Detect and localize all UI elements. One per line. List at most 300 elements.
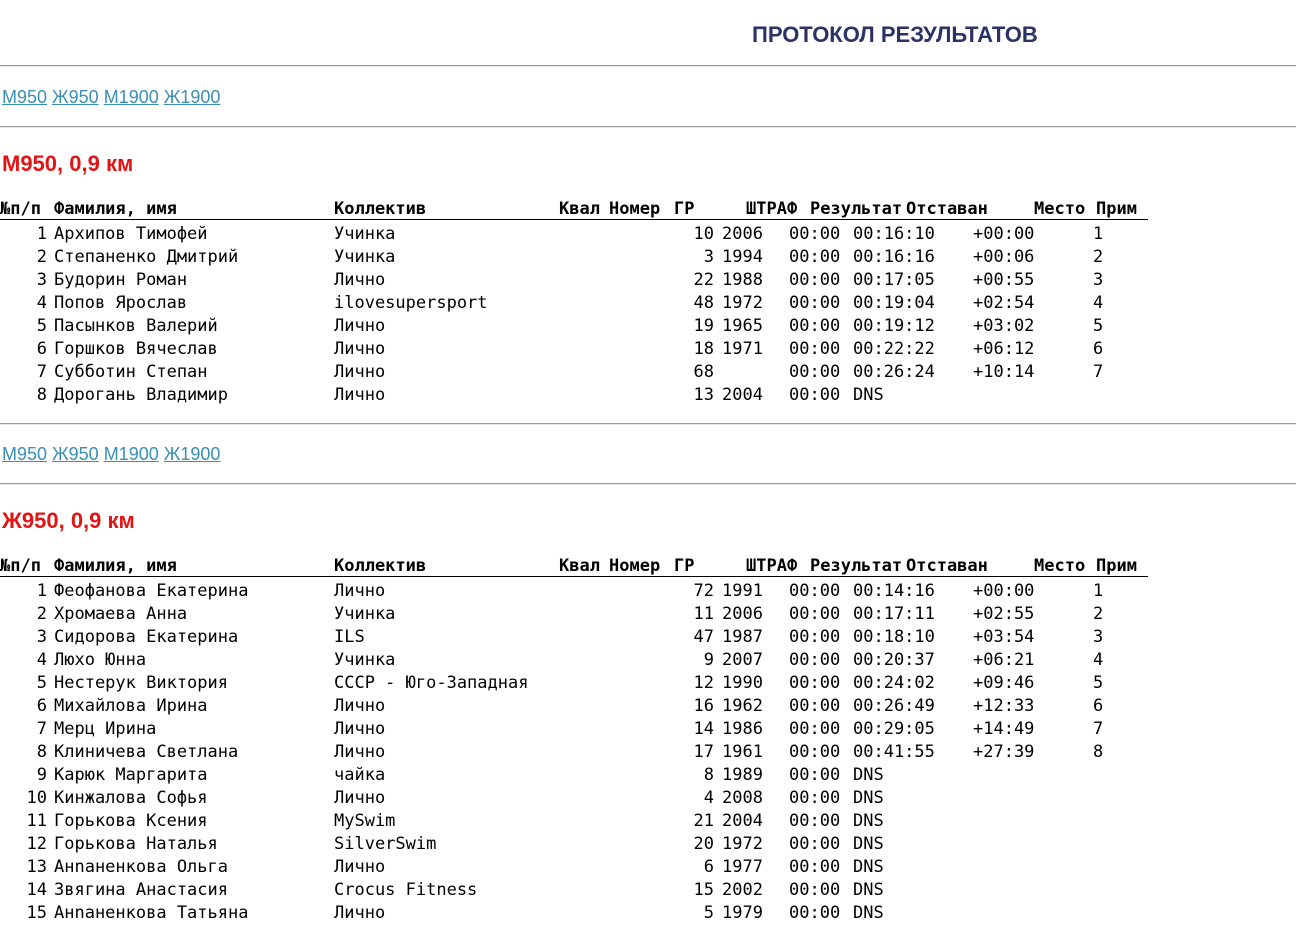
cell-team: Лично	[334, 385, 386, 405]
table-row	[0, 292, 1203, 315]
cell-res: DNS	[853, 834, 884, 854]
cell-place: 2	[1093, 604, 1104, 624]
cell-prim	[1153, 764, 1203, 787]
cell-nom: 5	[703, 903, 714, 923]
cell-num: 13	[26, 857, 47, 877]
cell-place	[1093, 787, 1153, 810]
cell-gr: 1979	[722, 903, 763, 923]
cell-name: Субботин Степан	[54, 362, 208, 382]
cell-gap	[973, 856, 1093, 879]
table-row	[0, 361, 1203, 384]
cell-place	[1093, 833, 1153, 856]
cell-kval	[559, 649, 609, 672]
cell-team: Учинка	[334, 247, 396, 267]
cell-place: 7	[1093, 719, 1104, 739]
cell-gr: 2006	[722, 224, 763, 244]
cell-team: Лично	[334, 903, 386, 923]
cell-team: Лично	[334, 719, 386, 739]
cell-name: Попов Ярослав	[54, 293, 188, 313]
section-title: М950, 0,9 км	[2, 151, 134, 176]
cell-shtraf: 00:00	[789, 696, 841, 716]
cell-gap: +12:33	[973, 696, 1035, 716]
cell-nom: 47	[693, 627, 714, 647]
cell-shtraf: 00:00	[789, 650, 841, 670]
col-header-name: Фамилия, имя	[54, 199, 177, 219]
cell-gr: 1989	[722, 765, 763, 785]
cell-team: Лично	[334, 857, 386, 877]
cell-place: 8	[1093, 742, 1104, 762]
cell-team: ILS	[334, 627, 365, 647]
cell-prim	[1153, 672, 1203, 695]
cell-num: 3	[36, 627, 47, 647]
cell-nom: 68	[693, 362, 714, 382]
table-row	[0, 672, 1203, 695]
cell-name: Степаненко Дмитрий	[54, 247, 239, 267]
cell-team: MySwim	[334, 811, 396, 831]
cell-name: Нестерук Виктория	[54, 673, 228, 693]
cell-kval	[559, 764, 609, 787]
cell-name: Горшков Вячеслав	[54, 339, 218, 359]
cell-gap: +02:55	[973, 604, 1035, 624]
cell-place: 7	[1093, 362, 1104, 382]
cell-nom: 6	[703, 857, 714, 877]
table-row	[0, 269, 1203, 292]
cell-shtraf: 00:00	[789, 224, 841, 244]
cell-name: Кинжалова Софья	[54, 788, 208, 808]
cell-team: Лично	[334, 270, 386, 290]
cell-gr: 1971	[722, 339, 763, 359]
cell-kval	[559, 338, 609, 361]
cell-place: 6	[1093, 339, 1104, 359]
cell-num: 8	[36, 385, 47, 405]
cell-res: 00:24:02	[853, 673, 935, 693]
divider	[0, 65, 1296, 67]
cell-shtraf: 00:00	[789, 765, 841, 785]
cell-kval	[559, 315, 609, 338]
cell-kval	[559, 879, 609, 902]
cell-name: Архипов Тимофей	[54, 224, 208, 244]
table-row	[0, 902, 1203, 925]
cell-kval	[559, 626, 609, 649]
cell-shtraf: 00:00	[789, 627, 841, 647]
cell-team: Crocus Fitness	[334, 880, 478, 900]
cell-shtraf: 00:00	[789, 742, 841, 762]
nav-link-m950[interactable]: М950	[2, 87, 48, 107]
cell-gap: +14:49	[973, 719, 1035, 739]
page-title: ПРОТОКОЛ РЕЗУЛЬТАТОВ	[752, 22, 1038, 47]
table-row	[0, 338, 1203, 361]
cell-place: 2	[1093, 247, 1104, 267]
cell-shtraf: 00:00	[789, 293, 841, 313]
table-row	[0, 580, 1203, 603]
cell-prim	[1153, 718, 1203, 741]
table-row	[0, 603, 1203, 626]
results-table	[0, 556, 1203, 925]
cell-name: Мерц Ирина	[54, 719, 157, 739]
divider	[0, 423, 1296, 425]
cell-place: 4	[1093, 650, 1104, 670]
table-row	[0, 856, 1203, 879]
cell-num: 15	[26, 903, 47, 923]
cell-shtraf: 00:00	[789, 385, 841, 405]
cell-nom: 3	[703, 247, 714, 267]
cell-nom: 19	[693, 316, 714, 336]
results-table	[0, 199, 1203, 407]
cell-gap: +09:46	[973, 673, 1035, 693]
cell-kval	[559, 856, 609, 879]
cell-nom: 4	[703, 788, 714, 808]
cell-place	[1093, 902, 1153, 925]
cell-res: 00:20:37	[853, 650, 935, 670]
cell-num: 6	[36, 339, 47, 359]
table-row	[0, 695, 1203, 718]
col-header-res: Результат	[810, 556, 903, 576]
cell-gr: 2008	[722, 788, 763, 808]
cell-place: 1	[1093, 224, 1104, 244]
cell-gap	[973, 764, 1093, 787]
cell-gap: +00:00	[973, 581, 1035, 601]
cell-gap: +06:21	[973, 650, 1035, 670]
cell-gap: +27:39	[973, 742, 1035, 762]
cell-prim	[1153, 269, 1203, 292]
cell-nom: 12	[693, 673, 714, 693]
cell-gap: +00:55	[973, 270, 1035, 290]
cell-num: 6	[36, 696, 47, 716]
cell-num: 7	[36, 362, 47, 382]
table-row	[0, 764, 1203, 787]
cell-nom: 9	[703, 650, 714, 670]
cell-res: 00:17:11	[853, 604, 935, 624]
cell-place: 1	[1093, 581, 1104, 601]
cell-res: 00:22:22	[853, 339, 935, 359]
cell-nom: 22	[693, 270, 714, 290]
cell-gap: +06:12	[973, 339, 1035, 359]
nav-link-zh950[interactable]: Ж950	[52, 87, 99, 107]
cell-num: 5	[36, 316, 47, 336]
table-row	[0, 626, 1203, 649]
cell-gr: 1994	[722, 247, 763, 267]
cell-team: SilverSwim	[334, 834, 437, 854]
cell-gap	[973, 384, 1093, 407]
cell-res: 00:18:10	[853, 627, 935, 647]
cell-prim	[1153, 384, 1203, 407]
cell-prim	[1153, 292, 1203, 315]
col-header-place: Место	[1034, 556, 1086, 576]
class-nav	[2, 444, 225, 465]
cell-name: Сидорова Екатерина	[54, 627, 239, 647]
cell-team: СССР - Юго-Западная	[334, 673, 529, 693]
cell-gr: 1988	[722, 270, 763, 290]
cell-kval	[559, 269, 609, 292]
cell-num: 1	[36, 224, 47, 244]
cell-name: Пасынков Валерий	[54, 316, 218, 336]
cell-res: 00:19:12	[853, 316, 935, 336]
table-row	[0, 649, 1203, 672]
cell-gap	[973, 902, 1093, 925]
cell-res: DNS	[853, 880, 884, 900]
cell-prim	[1153, 580, 1203, 603]
cell-res: DNS	[853, 903, 884, 923]
cell-team: Учинка	[334, 604, 396, 624]
cell-name: Горькова Ксения	[54, 811, 208, 831]
cell-kval	[559, 672, 609, 695]
nav-link-zh1900[interactable]: Ж1900	[163, 444, 221, 464]
cell-gr: 2007	[722, 650, 763, 670]
cell-prim	[1153, 315, 1203, 338]
cell-num: 3	[36, 270, 47, 290]
cell-shtraf: 00:00	[789, 673, 841, 693]
cell-prim	[1153, 361, 1203, 384]
cell-team: Лично	[334, 362, 386, 382]
cell-res: 00:26:49	[853, 696, 935, 716]
table-row	[0, 223, 1203, 246]
cell-name: Дорогань Владимир	[54, 385, 228, 405]
cell-gap: +03:54	[973, 627, 1035, 647]
cell-gr: 2004	[722, 811, 763, 831]
table-row	[0, 718, 1203, 741]
divider	[0, 483, 1296, 485]
cell-kval	[559, 384, 609, 407]
cell-num: 10	[26, 788, 47, 808]
col-header-num: №п/п	[0, 556, 41, 576]
table-row	[0, 741, 1203, 764]
col-header-shtraf: ШТРАФ	[746, 556, 798, 576]
cell-nom: 8	[703, 765, 714, 785]
col-header-gr: ГР	[674, 556, 695, 576]
col-header-gap: Отставан	[906, 199, 988, 219]
cell-res: 00:14:16	[853, 581, 935, 601]
cell-num: 5	[36, 673, 47, 693]
cell-nom: 72	[693, 581, 714, 601]
cell-kval	[559, 292, 609, 315]
nav-link-zh950[interactable]: Ж950	[52, 444, 99, 464]
cell-res: 00:41:55	[853, 742, 935, 762]
cell-shtraf: 00:00	[789, 880, 841, 900]
cell-gap: +00:00	[973, 224, 1035, 244]
cell-num: 12	[26, 834, 47, 854]
cell-gr	[722, 361, 772, 384]
cell-gap	[973, 879, 1093, 902]
cell-res: 00:16:16	[853, 247, 935, 267]
cell-place	[1093, 879, 1153, 902]
cell-name: Карюк Маргарита	[54, 765, 208, 785]
cell-gr: 1977	[722, 857, 763, 877]
cell-res: DNS	[853, 765, 884, 785]
cell-kval	[559, 902, 609, 925]
cell-name: Михайлова Ирина	[54, 696, 208, 716]
col-header-gap: Отставан	[906, 556, 988, 576]
cell-gr: 2004	[722, 385, 763, 405]
cell-num: 8	[36, 742, 47, 762]
cell-num: 11	[26, 811, 47, 831]
cell-kval	[559, 718, 609, 741]
cell-shtraf: 00:00	[789, 834, 841, 854]
cell-prim	[1153, 223, 1203, 246]
col-header-nom: Номер	[609, 199, 661, 219]
col-header-name: Фамилия, имя	[54, 556, 177, 576]
cell-nom: 13	[693, 385, 714, 405]
cell-res: 00:29:05	[853, 719, 935, 739]
cell-team: чайка	[334, 765, 386, 785]
cell-shtraf: 00:00	[789, 247, 841, 267]
cell-place	[1093, 764, 1153, 787]
col-header-shtraf: ШТРАФ	[746, 199, 798, 219]
cell-prim	[1153, 833, 1203, 856]
cell-shtraf: 00:00	[789, 903, 841, 923]
cell-res: DNS	[853, 811, 884, 831]
cell-gap: +02:54	[973, 293, 1035, 313]
cell-gr: 1972	[722, 293, 763, 313]
cell-name: Анnaненкова Ольга	[54, 857, 228, 877]
cell-shtraf: 00:00	[789, 581, 841, 601]
cell-name: Феофанова Екатерина	[54, 581, 249, 601]
cell-nom: 16	[693, 696, 714, 716]
cell-nom: 14	[693, 719, 714, 739]
cell-place: 4	[1093, 293, 1104, 313]
col-header-team: Коллектив	[334, 556, 427, 576]
cell-team: ilovesupersport	[334, 293, 488, 313]
cell-name: Хромаева Анна	[54, 604, 188, 624]
table-row	[0, 787, 1203, 810]
nav-link-m1900[interactable]: М1900	[103, 87, 159, 107]
col-header-place: Место	[1034, 199, 1086, 219]
col-header-kval: Квал	[559, 556, 600, 576]
cell-gap	[973, 833, 1093, 856]
cell-gr: 1986	[722, 719, 763, 739]
col-header-kval: Квал	[559, 199, 600, 219]
col-header-res: Результат	[810, 199, 903, 219]
cell-kval	[559, 361, 609, 384]
col-header-num: №п/п	[0, 199, 41, 219]
col-header-prim: Прим	[1096, 199, 1137, 219]
cell-gap	[973, 810, 1093, 833]
table-row	[0, 315, 1203, 338]
col-header-nom: Номер	[609, 556, 661, 576]
cell-nom: 20	[693, 834, 714, 854]
cell-shtraf: 00:00	[789, 857, 841, 877]
cell-kval	[559, 246, 609, 269]
table-row	[0, 833, 1203, 856]
cell-gr: 2006	[722, 604, 763, 624]
class-nav	[2, 87, 225, 108]
cell-place: 5	[1093, 673, 1104, 693]
cell-prim	[1153, 810, 1203, 833]
table-row	[0, 810, 1203, 833]
cell-kval	[559, 787, 609, 810]
cell-kval	[559, 741, 609, 764]
cell-kval	[559, 223, 609, 246]
cell-prim	[1153, 338, 1203, 361]
cell-team: Лично	[334, 339, 386, 359]
cell-place: 3	[1093, 270, 1104, 290]
cell-shtraf: 00:00	[789, 316, 841, 336]
cell-shtraf: 00:00	[789, 811, 841, 831]
cell-place: 6	[1093, 696, 1104, 716]
cell-shtraf: 00:00	[789, 339, 841, 359]
cell-prim	[1153, 626, 1203, 649]
cell-gr: 1991	[722, 581, 763, 601]
cell-nom: 18	[693, 339, 714, 359]
cell-team: Учинка	[334, 650, 396, 670]
cell-prim	[1153, 649, 1203, 672]
cell-prim	[1153, 695, 1203, 718]
table-header	[0, 556, 1148, 577]
cell-shtraf: 00:00	[789, 604, 841, 624]
cell-gr: 1961	[722, 742, 763, 762]
nav-link-m1900[interactable]: М1900	[103, 444, 159, 464]
cell-kval	[559, 603, 609, 626]
table-header	[0, 199, 1148, 220]
cell-nom: 17	[693, 742, 714, 762]
cell-gr: 2002	[722, 880, 763, 900]
cell-kval	[559, 695, 609, 718]
cell-num: 14	[26, 880, 47, 900]
col-header-team: Коллектив	[334, 199, 427, 219]
cell-prim	[1153, 603, 1203, 626]
cell-gr: 1987	[722, 627, 763, 647]
cell-prim	[1153, 879, 1203, 902]
cell-name: Люхо Юнна	[54, 650, 147, 670]
nav-link-m950[interactable]: М950	[2, 444, 48, 464]
cell-prim	[1153, 856, 1203, 879]
cell-res: DNS	[853, 385, 884, 405]
cell-nom: 21	[693, 811, 714, 831]
cell-shtraf: 00:00	[789, 362, 841, 382]
nav-link-zh1900[interactable]: Ж1900	[163, 87, 221, 107]
cell-nom: 11	[693, 604, 714, 624]
cell-place	[1093, 810, 1153, 833]
cell-prim	[1153, 787, 1203, 810]
col-header-gr: ГР	[674, 199, 695, 219]
cell-team: Лично	[334, 788, 386, 808]
cell-nom: 48	[693, 293, 714, 313]
cell-num: 4	[36, 293, 47, 313]
cell-num: 2	[36, 247, 47, 267]
cell-prim	[1153, 902, 1203, 925]
cell-nom: 15	[693, 880, 714, 900]
cell-kval	[559, 833, 609, 856]
cell-shtraf: 00:00	[789, 270, 841, 290]
cell-team: Учинка	[334, 224, 396, 244]
cell-name: Звягина Анастасия	[54, 880, 228, 900]
cell-num: 2	[36, 604, 47, 624]
divider	[0, 126, 1296, 128]
cell-team: Лично	[334, 742, 386, 762]
cell-gap: +03:02	[973, 316, 1035, 336]
col-header-prim: Прим	[1096, 556, 1137, 576]
cell-team: Лично	[334, 316, 386, 336]
cell-place: 5	[1093, 316, 1104, 336]
cell-num: 9	[36, 765, 47, 785]
table-row	[0, 879, 1203, 902]
cell-team: Лично	[334, 581, 386, 601]
cell-nom: 10	[693, 224, 714, 244]
cell-num: 4	[36, 650, 47, 670]
cell-name: Горькова Наталья	[54, 834, 218, 854]
cell-gr: 1972	[722, 834, 763, 854]
cell-gr: 1965	[722, 316, 763, 336]
cell-gap: +00:06	[973, 247, 1035, 267]
cell-gap	[973, 787, 1093, 810]
cell-gr: 1990	[722, 673, 763, 693]
table-row	[0, 384, 1203, 407]
cell-prim	[1153, 741, 1203, 764]
cell-kval	[559, 580, 609, 603]
cell-place	[1093, 384, 1153, 407]
cell-team: Лично	[334, 696, 386, 716]
cell-name: Клиничева Светлана	[54, 742, 239, 762]
cell-res: DNS	[853, 788, 884, 808]
